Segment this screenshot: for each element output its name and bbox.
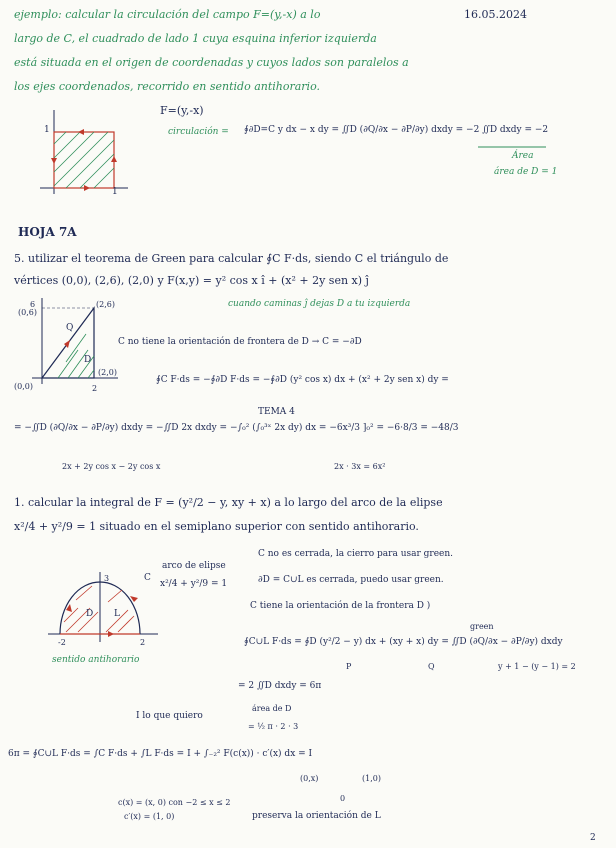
point-2-6: (2,6) bbox=[96, 300, 115, 309]
area-label: Área bbox=[512, 151, 534, 161]
param-1: c(x) = (x, 0) con −2 ≤ x ≤ 2 bbox=[118, 798, 231, 807]
ex5-sub-2: 2x · 3x = 6x² bbox=[334, 462, 386, 471]
axis-minus-2: -2 bbox=[58, 638, 66, 647]
ex1-formula-2: = 2 ∬D dxdy = 6π bbox=[238, 681, 322, 691]
ex1-line-1: 1. calcular la integral de F = (y²/2 − y, xy + x) a lo largo del arco de la elipse bbox=[14, 496, 443, 509]
circulation-formula: ∮∂D=C y dx − x dy = ∬D (∂Q/∂x − ∂P/∂y) dxdy = −2 ∬D dxdy = −2 bbox=[244, 125, 549, 135]
example-field: F=(y,-x) bbox=[160, 104, 204, 117]
sense-label: sentido antihorario bbox=[52, 655, 140, 665]
area-underline bbox=[478, 146, 548, 150]
axis-one-y: 1 bbox=[44, 125, 50, 135]
green-label: green bbox=[470, 622, 494, 631]
label-2: 2 bbox=[92, 384, 98, 393]
example-line-1: ejemplo: calcular la circulación del campo F=(y,-x) a lo bbox=[14, 8, 321, 21]
ellipse-label: arco de elipse bbox=[162, 561, 226, 571]
circulation-label: circulación = bbox=[168, 127, 229, 137]
ex5-line-4: = −∬D (∂Q/∂x − ∂P/∂y) dxdy = −∬D 2x dxdy = −∫₀² (∫₀³ˣ 2x dy) dx = −6x³/3 ]₀² = −6·8/3 = −48/3 bbox=[14, 423, 459, 433]
area-value: = ½ π · 2 · 3 bbox=[248, 722, 299, 731]
sub-P: P bbox=[346, 662, 352, 671]
page-number: 2 bbox=[590, 833, 596, 843]
sub-Q: Q bbox=[428, 662, 435, 671]
example-line-4: los ejes coordenados, recorrido en sentido antihorario. bbox=[14, 80, 320, 93]
sub-fc: (0,x) bbox=[300, 774, 319, 783]
ex5-note: cuando caminas ĵ dejas D a tu izquierda bbox=[228, 299, 411, 309]
ex1-line-2: x²/4 + y²/9 = 1 situado en el semiplano superior con sentido antihorario. bbox=[14, 520, 419, 533]
ex5-line-1: 5. utilizar el teorema de Green para calcular ∮C F·ds, siendo C el triángulo de bbox=[14, 252, 449, 265]
ellipse-label-L: L bbox=[114, 609, 120, 619]
label-D: D bbox=[84, 355, 92, 365]
point-2-0: (2,0) bbox=[98, 368, 117, 377]
ex1-formula-1: ∮C∪L F·ds = ∮D (y²/2 − y) dx + (xy + x) dy = ∬D (∂Q/∂x − ∂P/∂y) dxdy bbox=[244, 637, 563, 647]
ex1-note-3: C tiene la orientación de la frontera D ) bbox=[250, 601, 431, 611]
sub-c: (1,0) bbox=[362, 774, 381, 783]
ex5-line-3: ∮C F·ds = −∮∂D F·ds = −∮∂D (y² cos x) dx + (x² + 2y sen x) dy = bbox=[156, 375, 449, 385]
area-note: área de D = 1 bbox=[494, 167, 558, 177]
axis-3: 3 bbox=[104, 574, 110, 583]
ex1-note-1: C no es cerrada, la cierro para usar green. bbox=[258, 549, 454, 559]
example-line-3: está situada en el origen de coordenadas y cuyos lados son paralelos a bbox=[14, 56, 409, 69]
date-label: 16.05.2024 bbox=[464, 8, 527, 21]
point-0-6: (0,6) bbox=[18, 308, 37, 317]
label-b: 6 bbox=[30, 300, 36, 309]
ellipse-equation: x²/4 + y²/9 = 1 bbox=[160, 579, 228, 589]
axis-2: 2 bbox=[140, 638, 146, 647]
ex1-formula-3: 6π = ∮C∪L F·ds = ∫C F·ds + ∫L F·ds = I + ∫₋₂² F(c(x)) · c′(x) dx = I bbox=[8, 749, 313, 759]
ex5-orientation: C no tiene la orientación de frontera de D → C = −∂D bbox=[118, 337, 362, 347]
sheet-title: HOJA 7A bbox=[18, 225, 77, 239]
ex5-sub-1: 2x + 2y cos x − 2y cos x bbox=[62, 462, 161, 471]
ellipse-label-D: D bbox=[86, 609, 94, 619]
axis-one-x: 1 bbox=[112, 187, 118, 197]
ex5-tema: TEMA 4 bbox=[258, 407, 295, 417]
param-2: c′(x) = (1, 0) bbox=[124, 812, 175, 821]
sub-diff: y + 1 − (y − 1) = 2 bbox=[498, 662, 576, 671]
area-of-D: área de D bbox=[252, 704, 292, 713]
example-line-2: largo de C, el cuadrado de lado 1 cuya esquina inferior izquierda bbox=[14, 32, 377, 45]
point-0-0: (0,0) bbox=[14, 382, 33, 391]
param-note: preserva la orientación de L bbox=[252, 811, 381, 821]
sub-zero: 0 bbox=[340, 794, 346, 803]
want-label: I lo que quiero bbox=[136, 711, 203, 721]
ellipse-label-C: C bbox=[144, 573, 151, 583]
ex5-line-2: vértices (0,0), (2,6), (2,0) y F(x,y) = y² cos x î + (x² + 2y sen x) ĵ bbox=[14, 274, 369, 287]
ex1-note-2: ∂D = C∪L es cerrada, puedo usar green. bbox=[258, 575, 444, 585]
label-Q: Q bbox=[66, 323, 74, 333]
